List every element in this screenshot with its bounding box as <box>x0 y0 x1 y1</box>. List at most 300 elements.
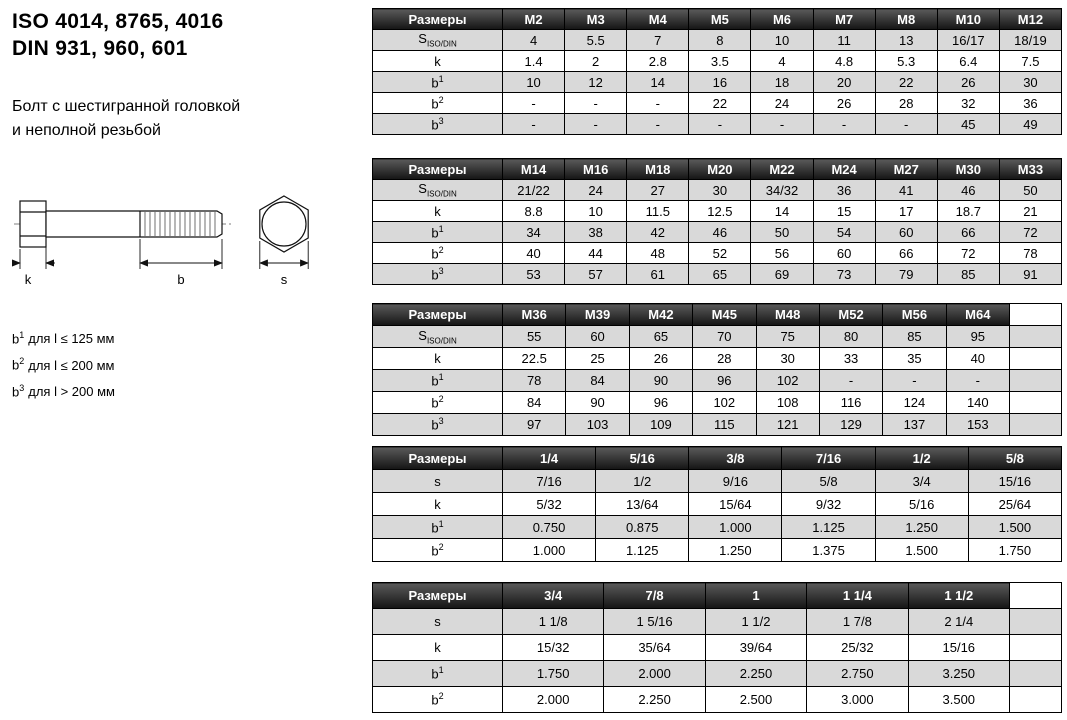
value-cell: 8.8 <box>503 201 565 222</box>
value-cell: 6.4 <box>937 51 999 72</box>
table-row <box>373 687 1062 713</box>
header-size: M48 <box>756 304 819 326</box>
header-size: M27 <box>875 159 937 180</box>
value-cell: 140 <box>946 392 1009 414</box>
value-cell: 1.250 <box>689 539 782 562</box>
value-cell: 50 <box>999 180 1061 201</box>
value-cell <box>1010 370 1062 392</box>
value-cell: 46 <box>689 222 751 243</box>
header-size: M52 <box>819 304 882 326</box>
value-cell: 38 <box>565 222 627 243</box>
value-cell: 1.000 <box>503 539 596 562</box>
value-cell: 78 <box>503 370 566 392</box>
value-cell: 78 <box>999 243 1061 264</box>
value-cell: 25/64 <box>968 493 1061 516</box>
value-cell: 2.8 <box>627 51 689 72</box>
value-cell: 1.125 <box>596 539 689 562</box>
table-row <box>373 93 1062 114</box>
header-size: 3/8 <box>689 447 782 470</box>
header-size: 1 1/2 <box>908 583 1009 609</box>
value-cell: 15/64 <box>689 493 782 516</box>
row-label: k <box>373 348 503 370</box>
header-size: M4 <box>627 9 689 30</box>
header-size: M30 <box>937 159 999 180</box>
header-size: M56 <box>883 304 946 326</box>
value-cell: 5.3 <box>875 51 937 72</box>
value-cell: 109 <box>629 414 692 436</box>
dimension-b <box>140 239 222 269</box>
row-label: $b^3$ <box>373 264 503 285</box>
value-cell: - <box>503 93 565 114</box>
label-s: s <box>280 272 288 287</box>
table-row <box>373 348 1062 370</box>
value-cell: 32 <box>937 93 999 114</box>
row-label: k <box>373 51 503 72</box>
value-cell: 56 <box>751 243 813 264</box>
header-size: M64 <box>946 304 1009 326</box>
notes <box>12 324 364 403</box>
table-row <box>373 72 1062 93</box>
value-cell: 5/32 <box>503 493 596 516</box>
value-cell: 60 <box>875 222 937 243</box>
value-cell: 153 <box>946 414 1009 436</box>
value-cell: 4 <box>751 51 813 72</box>
header-size: 5/8 <box>968 447 1061 470</box>
table-row <box>373 201 1062 222</box>
table-row <box>373 661 1062 687</box>
value-cell: 2.000 <box>503 687 604 713</box>
value-cell: 35/64 <box>604 635 705 661</box>
value-cell: 65 <box>629 326 692 348</box>
table-row <box>373 114 1062 135</box>
value-cell: 5.5 <box>565 30 627 51</box>
value-cell: 102 <box>756 370 819 392</box>
value-cell: 13/64 <box>596 493 689 516</box>
value-cell: 55 <box>503 326 566 348</box>
row-label: $b^1$ <box>373 661 503 687</box>
note-text: для l ≤ 125 мм <box>28 331 115 347</box>
value-cell: 3/4 <box>875 470 968 493</box>
table-row <box>373 180 1062 201</box>
value-cell: 5/16 <box>875 493 968 516</box>
value-cell: 1 5/16 <box>604 609 705 635</box>
value-cell: 121 <box>756 414 819 436</box>
header-label: Размеры <box>373 583 503 609</box>
table-row <box>373 326 1062 348</box>
row-label: k <box>373 635 503 661</box>
title-line-iso: ISO 4014, 8765, 4016 <box>12 10 224 33</box>
value-cell: 41 <box>875 180 937 201</box>
table-row <box>373 370 1062 392</box>
value-cell: 45 <box>937 114 999 135</box>
row-label: $S_{ISO/DIN}$ <box>373 326 503 348</box>
subtitle-line-2: и неполной резьбой <box>12 122 161 139</box>
label-k: k <box>24 272 32 287</box>
table-row <box>373 30 1062 51</box>
table-row <box>373 493 1062 516</box>
value-cell: 1.500 <box>968 516 1061 539</box>
table-header-row <box>373 9 1062 30</box>
dimension-table-3 <box>372 303 1062 436</box>
value-cell: 52 <box>689 243 751 264</box>
value-cell: 26 <box>937 72 999 93</box>
row-label: $b^2$ <box>373 687 503 713</box>
row-label: k <box>373 493 503 516</box>
value-cell: 30 <box>689 180 751 201</box>
value-cell: 3.5 <box>689 51 751 72</box>
header-size: M22 <box>751 159 813 180</box>
header-size: M5 <box>689 9 751 30</box>
value-cell: 96 <box>693 370 756 392</box>
value-cell: 34/32 <box>751 180 813 201</box>
value-cell: 60 <box>566 326 629 348</box>
table-row <box>373 222 1062 243</box>
table-row <box>373 539 1062 562</box>
header-size: 7/16 <box>782 447 875 470</box>
row-label: $b^1$ <box>373 370 503 392</box>
value-cell: 1/2 <box>596 470 689 493</box>
table-header-row <box>373 583 1062 609</box>
subtitle-line-1: Болт с шестигранной головкой <box>12 98 241 115</box>
value-cell: - <box>689 114 751 135</box>
value-cell: 79 <box>875 264 937 285</box>
row-label: $b^3$ <box>373 114 503 135</box>
header-size: 7/8 <box>604 583 705 609</box>
value-cell: 7 <box>627 30 689 51</box>
table-header-row <box>373 159 1062 180</box>
header-size: 3/4 <box>503 583 604 609</box>
value-cell: 16 <box>689 72 751 93</box>
header-size: M42 <box>629 304 692 326</box>
header-label: Размеры <box>373 9 503 30</box>
value-cell: 18/19 <box>999 30 1061 51</box>
row-label: $b^2$ <box>373 93 503 114</box>
value-cell: 61 <box>627 264 689 285</box>
value-cell: 10 <box>565 201 627 222</box>
value-cell: 46 <box>937 180 999 201</box>
value-cell: - <box>503 114 565 135</box>
value-cell: 30 <box>756 348 819 370</box>
value-cell: 16/17 <box>937 30 999 51</box>
value-cell: 65 <box>689 264 751 285</box>
value-cell <box>1010 687 1062 713</box>
value-cell: - <box>883 370 946 392</box>
header-label: Размеры <box>373 304 503 326</box>
value-cell: - <box>751 114 813 135</box>
header-size: M36 <box>503 304 566 326</box>
bolt-drawing <box>12 191 364 296</box>
hex-end-view <box>260 196 308 252</box>
value-cell: 15/16 <box>908 635 1009 661</box>
bolt-shank <box>46 211 222 237</box>
value-cell: 54 <box>813 222 875 243</box>
header-size: M33 <box>999 159 1061 180</box>
header-size: M6 <box>751 9 813 30</box>
header-size: M20 <box>689 159 751 180</box>
header-size: 1/4 <box>503 447 596 470</box>
value-cell: 27 <box>627 180 689 201</box>
title-line-din: DIN 931, 960, 601 <box>12 37 188 60</box>
value-cell: - <box>565 93 627 114</box>
table-row <box>373 264 1062 285</box>
value-cell: 102 <box>693 392 756 414</box>
value-cell: 72 <box>937 243 999 264</box>
value-cell: 0.875 <box>596 516 689 539</box>
value-cell: 115 <box>693 414 756 436</box>
table-row <box>373 243 1062 264</box>
value-cell: 48 <box>627 243 689 264</box>
table-row <box>373 51 1062 72</box>
value-cell: 57 <box>565 264 627 285</box>
table-row <box>373 414 1062 436</box>
value-cell: 124 <box>883 392 946 414</box>
value-cell: 60 <box>813 243 875 264</box>
value-cell <box>1010 661 1062 687</box>
value-cell <box>1010 609 1062 635</box>
value-cell: 108 <box>756 392 819 414</box>
value-cell: 15/16 <box>968 470 1061 493</box>
header-size: M12 <box>999 9 1061 30</box>
row-label: $S_{ISO/DIN}$ <box>373 180 503 201</box>
value-cell: 25 <box>566 348 629 370</box>
value-cell: - <box>565 114 627 135</box>
value-cell: 36 <box>813 180 875 201</box>
value-cell: 84 <box>566 370 629 392</box>
label-b: b <box>177 272 185 287</box>
table-row <box>373 470 1062 493</box>
value-cell: 24 <box>751 93 813 114</box>
value-cell: 17 <box>875 201 937 222</box>
value-cell: 22 <box>875 72 937 93</box>
value-cell: 103 <box>566 414 629 436</box>
table-row <box>373 392 1062 414</box>
value-cell: 2.500 <box>705 687 806 713</box>
dimension-table-2 <box>372 158 1062 285</box>
value-cell: 90 <box>566 392 629 414</box>
value-cell: 26 <box>813 93 875 114</box>
value-cell: 12.5 <box>689 201 751 222</box>
value-cell: 96 <box>629 392 692 414</box>
header-size: 1 1/4 <box>807 583 908 609</box>
value-cell: 2 <box>565 51 627 72</box>
value-cell: 69 <box>751 264 813 285</box>
value-cell: 18.7 <box>937 201 999 222</box>
header-label: Размеры <box>373 447 503 470</box>
value-cell: 1 7/8 <box>807 609 908 635</box>
value-cell: 7/16 <box>503 470 596 493</box>
value-cell: 1.4 <box>503 51 565 72</box>
header-size: M7 <box>813 9 875 30</box>
tables-column <box>372 8 1062 713</box>
value-cell: 2 1/4 <box>908 609 1009 635</box>
value-cell: 40 <box>946 348 1009 370</box>
note-b2 <box>12 350 364 376</box>
value-cell: 4 <box>503 30 565 51</box>
dimension-table-4 <box>372 446 1062 562</box>
value-cell: - <box>875 114 937 135</box>
left-panel <box>12 8 364 403</box>
value-cell: 91 <box>999 264 1061 285</box>
table-row <box>373 516 1062 539</box>
note-text: для l > 200 мм <box>28 383 115 399</box>
row-label: k <box>373 201 503 222</box>
value-cell: 75 <box>756 326 819 348</box>
value-cell: 85 <box>937 264 999 285</box>
value-cell: 10 <box>503 72 565 93</box>
bolt-technical-drawing <box>12 191 342 291</box>
value-cell: - <box>946 370 1009 392</box>
value-cell: 53 <box>503 264 565 285</box>
header-size: M3 <box>565 9 627 30</box>
note-sup: 2 <box>19 356 25 367</box>
header-size: M45 <box>693 304 756 326</box>
value-cell: 70 <box>693 326 756 348</box>
value-cell: 5/8 <box>782 470 875 493</box>
value-cell: 21 <box>999 201 1061 222</box>
value-cell: 11 <box>813 30 875 51</box>
value-cell: 7.5 <box>999 51 1061 72</box>
value-cell: 36 <box>999 93 1061 114</box>
value-cell: 3.000 <box>807 687 908 713</box>
row-label: s <box>373 609 503 635</box>
value-cell: 1 1/2 <box>705 609 806 635</box>
value-cell: 1.500 <box>875 539 968 562</box>
value-cell: - <box>627 114 689 135</box>
header-size: M10 <box>937 9 999 30</box>
row-label: $S_{ISO/DIN}$ <box>373 30 503 51</box>
value-cell: 66 <box>875 243 937 264</box>
value-cell: 0.750 <box>503 516 596 539</box>
value-cell: - <box>627 93 689 114</box>
page-title <box>12 8 364 62</box>
header-size: M24 <box>813 159 875 180</box>
row-label: $b^1$ <box>373 222 503 243</box>
value-cell: 13 <box>875 30 937 51</box>
value-cell: 1.125 <box>782 516 875 539</box>
value-cell: 97 <box>503 414 566 436</box>
value-cell <box>1010 392 1062 414</box>
value-cell: 116 <box>819 392 882 414</box>
value-cell: 1 1/8 <box>503 609 604 635</box>
table-header-row <box>373 304 1062 326</box>
header-size: 5/16 <box>596 447 689 470</box>
value-cell: 15/32 <box>503 635 604 661</box>
header-size: M18 <box>627 159 689 180</box>
dimension-table-1 <box>372 8 1062 135</box>
value-cell: 15 <box>813 201 875 222</box>
header-size: 1/2 <box>875 447 968 470</box>
value-cell <box>1010 414 1062 436</box>
header-size: M8 <box>875 9 937 30</box>
header-size: M14 <box>503 159 565 180</box>
value-cell <box>1010 326 1062 348</box>
value-cell: 2.750 <box>807 661 908 687</box>
value-cell: 26 <box>629 348 692 370</box>
value-cell: 40 <box>503 243 565 264</box>
value-cell: 3.500 <box>908 687 1009 713</box>
value-cell: 34 <box>503 222 565 243</box>
value-cell: 2.250 <box>604 687 705 713</box>
value-cell: 85 <box>883 326 946 348</box>
table-row <box>373 609 1062 635</box>
note-symbol: b <box>12 331 20 347</box>
row-label: s <box>373 470 503 493</box>
value-cell: 25/32 <box>807 635 908 661</box>
value-cell: 14 <box>627 72 689 93</box>
header-size: M16 <box>565 159 627 180</box>
note-b3 <box>12 377 364 403</box>
value-cell: 1.000 <box>689 516 782 539</box>
note-symbol: b <box>12 357 20 373</box>
page-subtitle <box>12 95 364 143</box>
value-cell: 30 <box>999 72 1061 93</box>
row-label: $b^2$ <box>373 392 503 414</box>
bolt-head-side <box>20 201 46 247</box>
note-symbol: b <box>12 383 20 399</box>
value-cell: 9/32 <box>782 493 875 516</box>
value-cell: 90 <box>629 370 692 392</box>
value-cell: 42 <box>627 222 689 243</box>
value-cell: 3.250 <box>908 661 1009 687</box>
header-label: Размеры <box>373 159 503 180</box>
value-cell: 33 <box>819 348 882 370</box>
header-size: 1 <box>705 583 806 609</box>
value-cell: 84 <box>503 392 566 414</box>
value-cell: 22 <box>689 93 751 114</box>
value-cell: 28 <box>693 348 756 370</box>
row-label: $b^3$ <box>373 414 503 436</box>
value-cell: - <box>819 370 882 392</box>
note-sup: 1 <box>19 330 25 340</box>
row-label: $b^1$ <box>373 72 503 93</box>
value-cell: 73 <box>813 264 875 285</box>
value-cell: 1.750 <box>968 539 1061 562</box>
value-cell: 95 <box>946 326 1009 348</box>
value-cell: 1.250 <box>875 516 968 539</box>
value-cell: 72 <box>999 222 1061 243</box>
value-cell: 4.8 <box>813 51 875 72</box>
row-label: $b^2$ <box>373 243 503 264</box>
table-row <box>373 635 1062 661</box>
value-cell: 39/64 <box>705 635 806 661</box>
value-cell: 49 <box>999 114 1061 135</box>
value-cell: 20 <box>813 72 875 93</box>
value-cell: 50 <box>751 222 813 243</box>
header-size: M2 <box>503 9 565 30</box>
value-cell: 10 <box>751 30 813 51</box>
value-cell: 2.250 <box>705 661 806 687</box>
row-label: $b^2$ <box>373 539 503 562</box>
row-label: $b^1$ <box>373 516 503 539</box>
value-cell: 9/16 <box>689 470 782 493</box>
value-cell: 35 <box>883 348 946 370</box>
value-cell: 11.5 <box>627 201 689 222</box>
value-cell: - <box>813 114 875 135</box>
table-header-row <box>373 447 1062 470</box>
value-cell: 24 <box>565 180 627 201</box>
value-cell: 1.750 <box>503 661 604 687</box>
value-cell: 80 <box>819 326 882 348</box>
note-b1 <box>12 324 364 350</box>
note-sup: 3 <box>19 382 25 393</box>
value-cell: 2.000 <box>604 661 705 687</box>
value-cell: 137 <box>883 414 946 436</box>
value-cell: 129 <box>819 414 882 436</box>
header-size: M39 <box>566 304 629 326</box>
value-cell: 8 <box>689 30 751 51</box>
value-cell <box>1010 348 1062 370</box>
value-cell: 14 <box>751 201 813 222</box>
